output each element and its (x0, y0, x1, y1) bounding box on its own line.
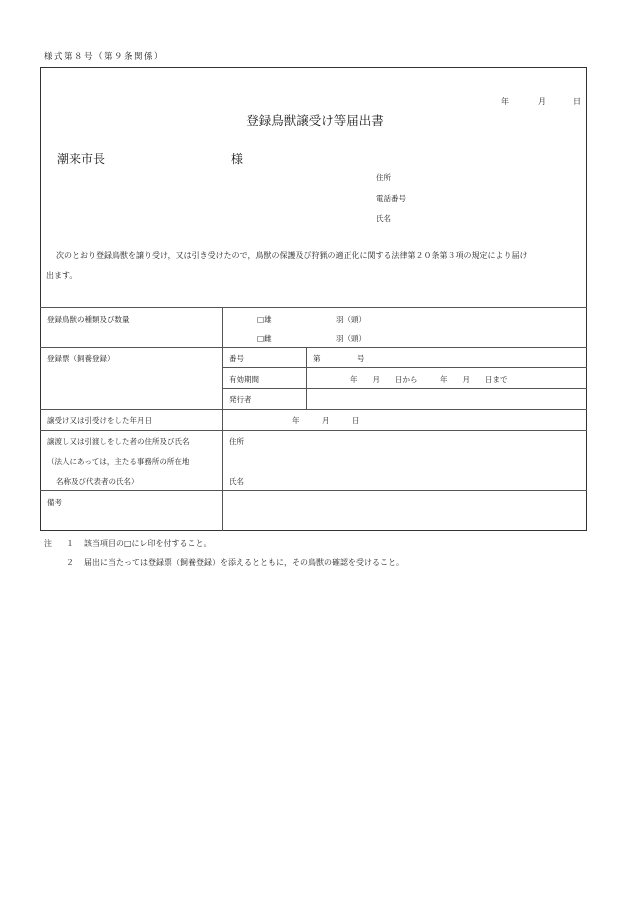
note-2: 届出に当たっては登録票（飼養登録）を添えるとともに，その鳥獣の確認を受けること。 (84, 558, 404, 567)
male-checkbox[interactable]: □雄 (257, 315, 272, 324)
female-count-unit: 羽（頭） (336, 334, 366, 343)
recipient-honorific: 様 (231, 152, 244, 166)
transferor-address-label: 住所 (229, 437, 244, 446)
table-row-divider (222, 388, 587, 389)
species-label: 登録鳥獣の種類及び数量 (47, 315, 130, 324)
transfer-date-label: 譲受け又は引受けをした年月日 (47, 416, 152, 425)
note-1-number: １ (66, 539, 74, 548)
transferor-label: 譲渡し又は引渡しをした者の住所及び氏名 (47, 437, 190, 446)
table-top-border (40, 307, 587, 308)
table-row-divider (40, 409, 587, 410)
table-row-divider (40, 490, 587, 491)
note-2-number: ２ (66, 558, 74, 567)
validity-label: 有効期間 (229, 375, 259, 384)
body-text-line1: 次のとおり登録鳥獣を譲り受け，又は引き受けたので，鳥獣の保護及び狩猟の適正化に関する法律第２０条第３項の規定により届け (56, 251, 528, 260)
transferor-label-note: 名称及び代表者の氏名） (56, 477, 139, 486)
issuer-label: 発行者 (229, 395, 252, 404)
validity-period-text: 年 月 日から 年 月 日まで (350, 375, 508, 384)
male-count-unit: 羽（頭） (336, 315, 366, 324)
transferor-label-note: （法人にあっては，主たる事務所の所在地 (47, 457, 190, 466)
applicant-name-label: 氏名 (376, 214, 391, 223)
number-dai: 第 (313, 354, 321, 363)
recipient-mayor: 潮来市長 (57, 152, 106, 166)
table-row-divider (222, 367, 587, 368)
note-1: 該当項目の□にレ印を付すること。 (84, 539, 212, 548)
notes-prefix: 注 (44, 539, 52, 548)
date-month: 月 (538, 97, 546, 106)
date-year: 年 (501, 97, 509, 106)
number-label: 番号 (229, 354, 244, 363)
transfer-date-text: 年 月 日 (292, 416, 360, 425)
date-day: 日 (573, 97, 581, 106)
form-number-label: 様式第８号（第９条関係） (44, 52, 165, 62)
document-title: 登録鳥獣譲受け等届出書 (246, 113, 384, 128)
applicant-phone-label: 電話番号 (376, 194, 406, 203)
body-text-line2: 出ます。 (46, 271, 78, 280)
female-checkbox[interactable]: □雌 (257, 334, 272, 343)
table-column-divider (222, 307, 223, 531)
transferor-name-label: 氏名 (229, 477, 244, 486)
registration-card-label: 登録票（飼養登録） (47, 354, 115, 363)
table-row-divider (40, 430, 587, 431)
table-row-divider (40, 347, 587, 348)
remarks-label: 備考 (47, 498, 62, 507)
table-column-divider (306, 347, 307, 409)
applicant-address-label: 住所 (376, 173, 391, 182)
number-go: 号 (357, 354, 365, 363)
